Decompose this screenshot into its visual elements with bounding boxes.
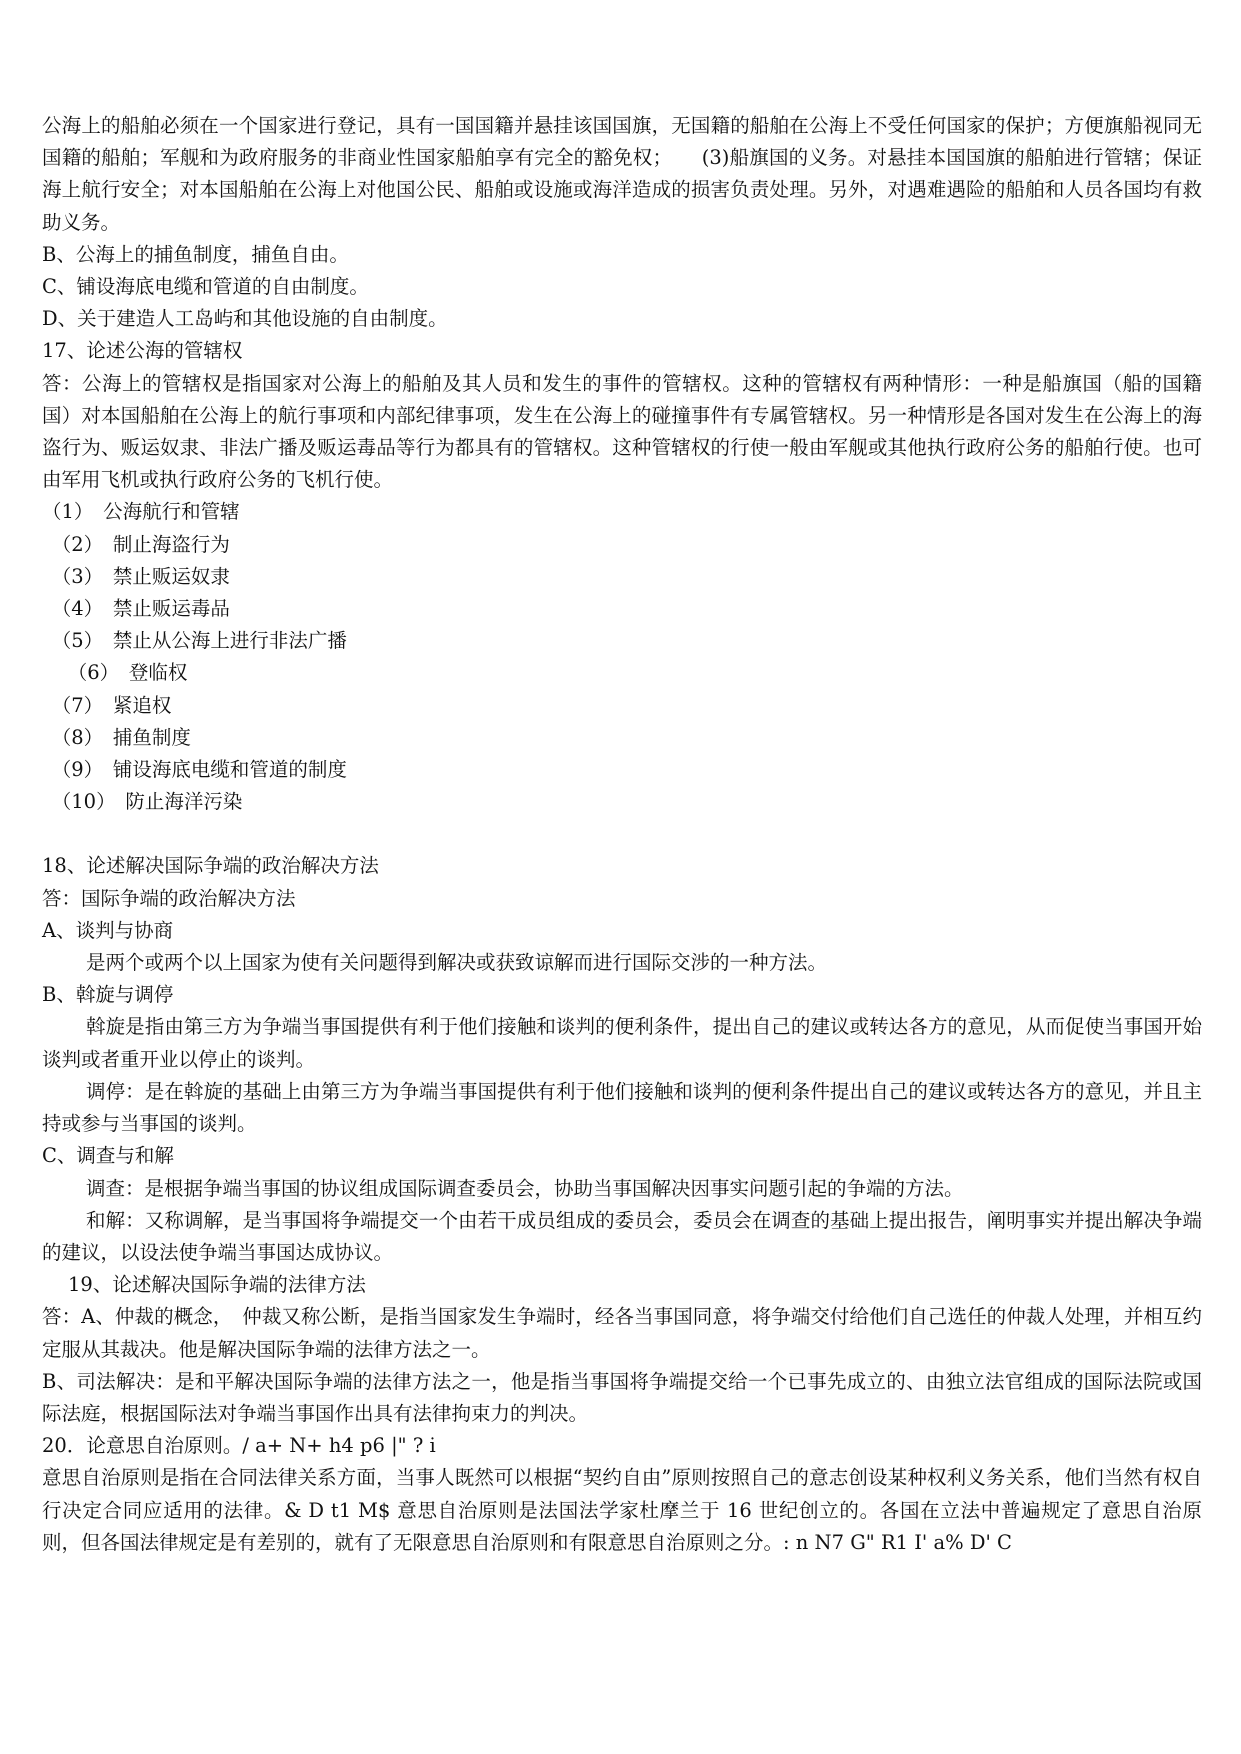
answer-18-b-heading: B、斡旋与调停	[42, 983, 174, 1007]
answer-18-a-heading: A、谈判与协商	[42, 918, 174, 942]
list-item-17-7: （7） 紧追权	[42, 693, 172, 717]
list-item-17-4: （4） 禁止贩运毒品	[42, 597, 230, 621]
blank-line	[42, 818, 1202, 850]
question-18: 18、论述解决国际争端的政治解决方法	[42, 854, 379, 878]
answer-17: 答：公海上的管辖权是指国家对公海上的船舶及其人员和发生的事件的管辖权。这种的管辖权有两种情形：一种是船旗国（船的国籍国）对本国船舶在公海上的航行事项和内部纪律事项，发生在公海上的碰撞事件有专属管辖权。另一种情形是各国对发生在公海上的海盗行为、贩运奴隶、非法广播及贩运毒品等行为都具有的管辖权。这种管辖权的行使一般由军舰或其他执行政府公务的船舶行使。也可由军用飞机或执行政府公务的飞机行使。	[42, 371, 1202, 492]
list-item-17-2: （2） 制止海盗行为	[42, 532, 230, 556]
answer-18-b-text-1: 斡旋是指由第三方为争端当事国提供有利于他们接触和谈判的便利条件，提出自己的建议或转达各方的意见，从而促使当事国开始谈判或者重开业以停止的谈判。	[42, 1015, 1202, 1071]
question-20: 20．论意思自治原则。/ a+ N+ h4 p6 |" ? i	[42, 1434, 436, 1458]
document-page	[42, 110, 1202, 1559]
list-item-17-1: （1） 公海航行和管辖	[42, 500, 240, 524]
answer-18-c-heading: C、调查与和解	[42, 1144, 174, 1168]
item-d-islands: D、关于建造人工岛屿和其他设施的自由制度。	[42, 307, 448, 331]
item-c-cables: C、铺设海底电缆和管道的自由制度。	[42, 275, 369, 299]
item-b-fishing: B、公海上的捕鱼制度，捕鱼自由。	[42, 242, 349, 266]
answer-18-c-text-1: 调查：是根据争端当事国的协议组成国际调查委员会，协助当事国解决因事实问题引起的争端的方法。	[86, 1176, 964, 1200]
question-19: 19、论述解决国际争端的法律方法	[68, 1273, 366, 1297]
list-item-17-9: （9） 铺设海底电缆和管道的制度	[42, 758, 347, 782]
answer-18-b-text-2: 调停：是在斡旋的基础上由第三方为争端当事国提供有利于他们接触和谈判的便利条件提出自己的建议或转达各方的意见，并且主持或参与当事国的谈判。	[42, 1079, 1202, 1136]
paragraph-flag-state: 公海上的船舶必须在一个国家进行登记，具有一国国籍并悬挂该国国旗，无国籍的船舶在公海上不受任何国家的保护；方便旗船视同无国籍的船舶；军舰和为政府服务的非商业性国家船舶享有完全的豁免权； (3)船旗国的义务。对悬挂本国国旗的船舶进行管辖；保证海上航行安全；对本国船舶在公海上对他国公民、船舶或设施或海洋造成的损害负责处理。另外，对遇难遇险的船舶和人员各国均有救助义务。	[42, 114, 1202, 234]
answer-18-c-text-2: 和解：又称调解，是当事国将争端提交一个由若干成员组成的委员会，委员会在调查的基础上提出报告，阐明事实并提出解决争端的建议，以设法使争端当事国达成协议。	[42, 1208, 1202, 1264]
list-item-17-5: （5） 禁止从公海上进行非法广播	[42, 629, 347, 653]
answer-19-b: B、司法解决：是和平解决国际争端的法律方法之一，他是指当事国将争端提交给一个已事先成立的、由独立法官组成的国际法院或国际法庭，根据国际法对争端当事国作出具有法律拘束力的判决。	[42, 1369, 1202, 1425]
list-item-17-6: （6） 登临权	[42, 661, 188, 685]
answer-20: 意思自治原则是指在合同法律关系方面，当事人既然可以根据“契约自由”原则按照自己的意志创设某种权利义务关系，他们当然有权自行决定合同应适用的法律。& D t1 M$ 意思自治原则是法国法学家杜摩兰于 16 世纪创立的。各国在立法中普遍规定了意思自治原则，但各国法律规定是有差别的，就有了无限意思自治原则和有限意思自治原则之分。: n N7 G" R1 I' a% D' C	[42, 1466, 1202, 1554]
list-item-17-8: （8） 捕鱼制度	[42, 725, 191, 749]
list-item-17-10: （10） 防止海洋污染	[42, 790, 243, 814]
answer-18-a-text: 是两个或两个以上国家为使有关问题得到解决或获致谅解而进行国际交涉的一种方法。	[86, 951, 828, 975]
answer-18-intro: 答：国际争端的政治解决方法	[42, 886, 296, 910]
answer-19-a: 答：A、仲裁的概念， 仲裁又称公断，是指当国家发生争端时，经各当事国同意，将争端交付给他们自己选任的仲裁人处理，并相互约定服从其裁决。他是解决国际争端的法律方法之一。	[42, 1305, 1202, 1361]
list-item-17-3: （3） 禁止贩运奴隶	[42, 564, 230, 588]
question-17: 17、论述公海的管辖权	[42, 339, 243, 363]
